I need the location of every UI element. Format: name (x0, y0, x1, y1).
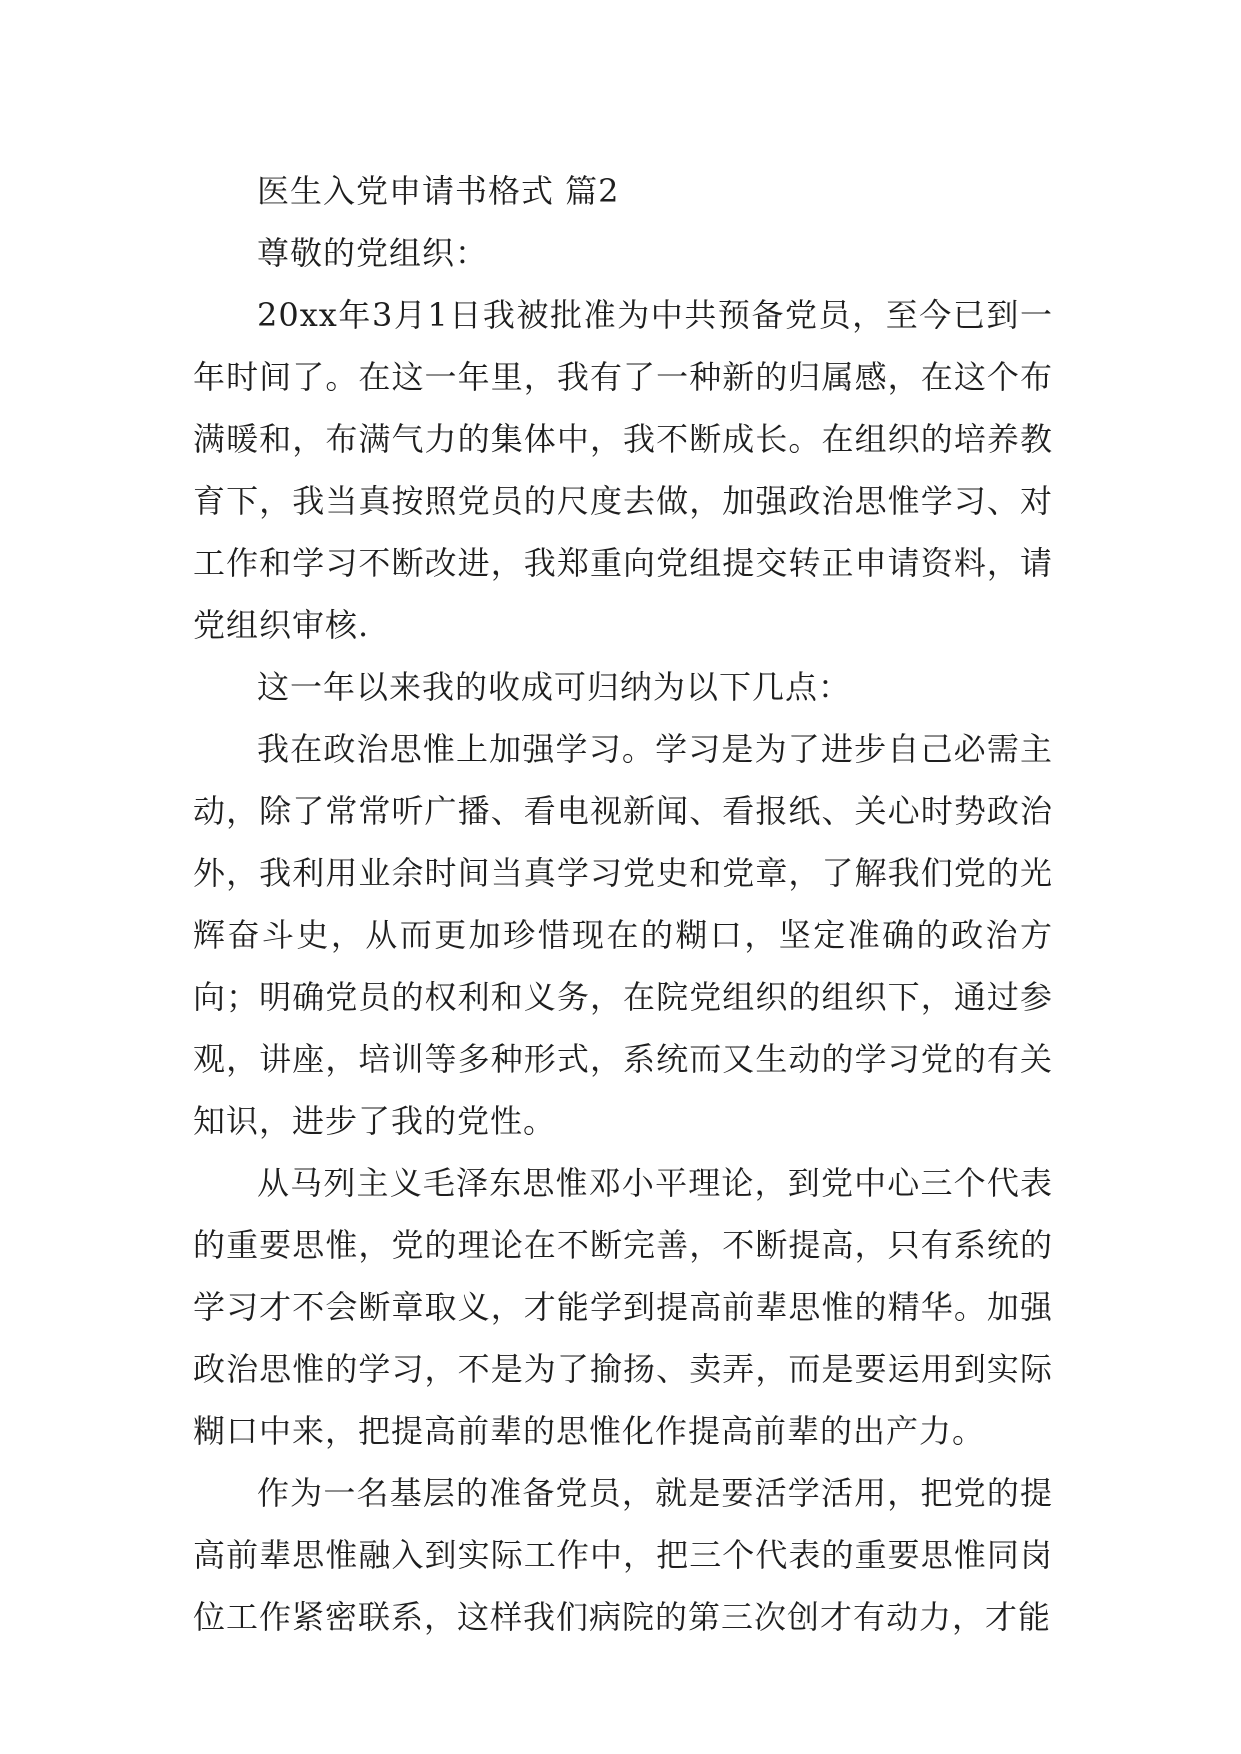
paragraph-1: 20xx年3月1日我被批准为中共预备党员，至今已到一年时间了。在这一年里，我有了一种新的归属感，在这个布满暖和，布满气力的集体中，我不断成长。在组织的培养教育下，我当真按照党员的尺度去做，加强政治思惟学习、对工作和学习不断改进，我郑重向党组提交转正申请资料，请党组织审核. (193, 296, 1053, 644)
paragraph-5: 作为一名基层的准备党员，就是要活学活用，把党的提高前辈思惟融入到实际工作中，把三个代表的重要思惟同岗位工作紧密联系，这样我们病院的第三次创才有动力，才能 (193, 1474, 1053, 1636)
paragraph-3: 我在政治思惟上加强学习。学习是为了进步自己必需主动，除了常常听广播、看电视新闻、看报纸、关心时势政治外，我利用业余时间当真学习党史和党章，了解我们党的光辉奋斗史，从而更加珍惜现在的糊口，坚定准确的政治方向；明确党员的权利和义务，在院党组织的组织下，通过参观，讲座，培训等多种形式，系统而又生动的学习党的有关知识，进步了我的党性。 (193, 730, 1053, 1140)
document-body (193, 160, 1053, 1648)
paragraph-4: 从马列主义毛泽东思惟邓小平理论，到党中心三个代表的重要思惟，党的理论在不断完善，不断提高，只有系统的学习才不会断章取义，才能学到提高前辈思惟的精华。加强政治思惟的学习，不是为了揄扬、卖弄，而是要运用到实际糊口中来，把提高前辈的思惟化作提高前辈的出产力。 (193, 1164, 1053, 1450)
salutation: 尊敬的党组织： (257, 234, 489, 272)
document-title: 医生入党申请书格式 篇2 (257, 172, 620, 210)
paragraph-2: 这一年以来我的收成可归纳为以下几点： (257, 668, 852, 706)
